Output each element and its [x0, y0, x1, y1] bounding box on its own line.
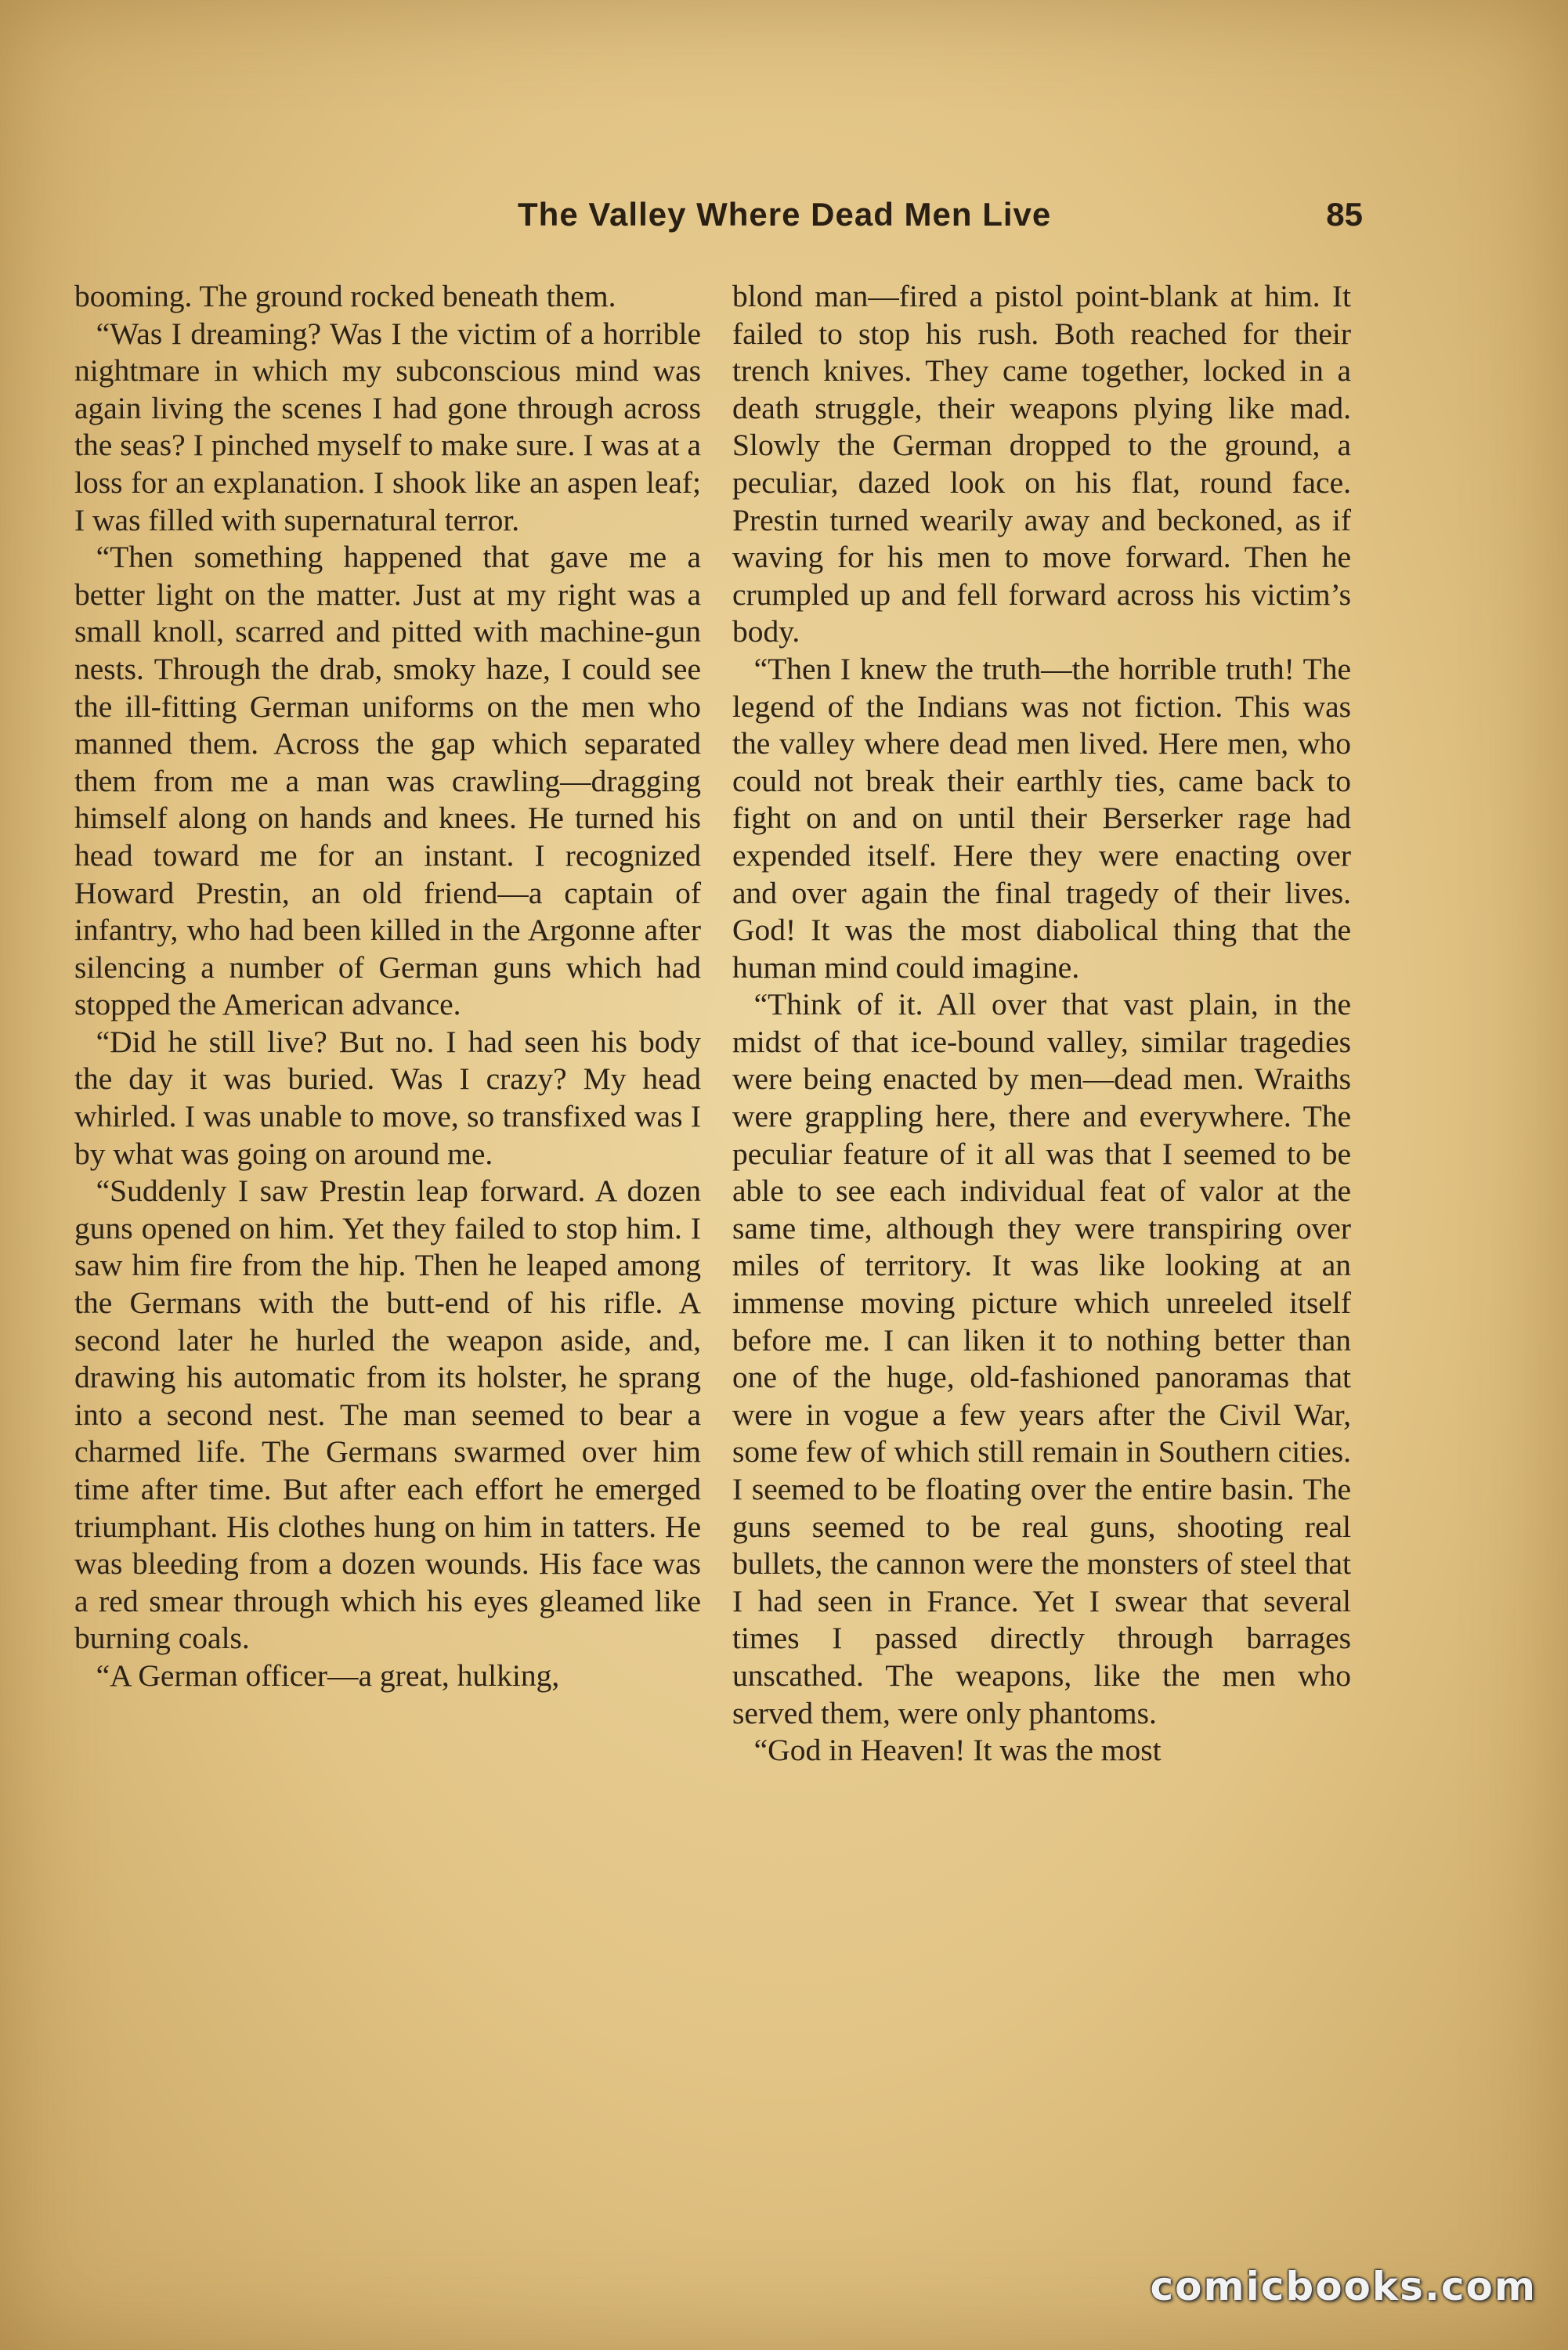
paragraph: “Was I dreaming? Was I the victim of a horrible nightmare in which my subconscious mind was again living the scenes I had gone through across the seas? I pinched myself to make sure. I was at a loss for an explanation. I shook like an aspen leaf; I was filled with supernatural terror.	[74, 316, 701, 537]
page-number: 85	[1326, 196, 1363, 233]
right-column	[732, 278, 1351, 1770]
paragraph: booming. The ground rocked beneath them.	[74, 279, 616, 313]
paragraph: “God in Heaven! It was the most	[753, 1733, 1162, 1768]
story-title: The Valley Where Dead Men Live	[518, 196, 1052, 233]
site-watermark: comicbooks.com	[1150, 2264, 1537, 2309]
paragraph: blond man—fired a pistol point-blank at him. It failed to stop his rush. Both reached for their trench knives. They came together, locked in a death struggle, their weapons plying like mad. Slowly the German dropped to the ground, a peculiar, dazed look on his flat, round face. Prestin turned wearily away and beckoned, as if waving for his men to move forward. Then he crumpled up and fell forward across his victim’s body.	[732, 279, 1351, 649]
paragraph: “A German officer—a great, hulking,	[96, 1658, 560, 1693]
paragraph: “Then something happened that gave me a better light on the matter. Just at my right was a small knoll, scarred and pitted with machine-gun nests. Through the drab, smoky haze, I could see the ill-fitting German uniforms on the men who manned them. Across the gap which separated them from me a man was crawling—dragging himself along on hands and knees. He turned his head toward me for an instant. I recognized Howard Prestin, an old friend—a captain of infantry, who had been killed in the Argonne after silencing a number of German guns which had stopped the American advance.	[74, 540, 701, 1022]
running-head	[70, 196, 1363, 233]
paragraph: “Think of it. All over that vast plain, in the midst of that ice-bound valley, similar tragedies were being enacted by men—dead men. Wraiths were grappling here, there and everywhere. The peculiar feature of it all was that I seemed to be able to see each individual feat of valor at the same time, although they were transpiring over miles of territory. It was like looking at an immense moving picture which unreeled itself before me. I can liken it to nothing better than one of the huge, old-fashioned panoramas that were in vogue a few years after the Civil War, some few of which still remain in Southern cities. I seemed to be floating over the entire basin. The guns seemed to be real guns, shooting real bullets, the cannon were the monsters of steel that I had seen in France. Yet I swear that several times I passed directly through barrages unscathed. The weapons, like the men who served them, were only phantoms.	[732, 987, 1351, 1730]
paragraph: “Did he still live? But no. I had seen his body the day it was buried. Was I crazy? My head whirled. I was unable to move, so transfixed was I by what was going on around me.	[74, 1024, 701, 1171]
paragraph: “Suddenly I saw Prestin leap forward. A dozen guns opened on him. Yet they failed to stop him. I saw him fire from the hip. Then he leaped among the Germans with the butt-end of his rifle. A second later he hurled the weapon aside, and, drawing his automatic from its holster, he sprang into a second nest. The man seemed to bear a charmed life. The Germans swarmed over him time after time. But after each effort he emerged triumphant. His clothes hung on him in tatters. He was bleeding from a dozen wounds. His face was a red smear through which his eyes gleamed like burning coals.	[74, 1173, 701, 1656]
paragraph: “Then I knew the truth—the horrible truth! The legend of the Indians was not fiction. This was the valley where dead men lived. Here men, who could not break their earthly ties, came back to fight on and on until their Berserker rage had expended itself. Here they were enacting over and over again the final tragedy of their lives. God! It was the most diabolical thing that the human mind could imagine.	[732, 651, 1351, 985]
left-column	[74, 278, 701, 1695]
